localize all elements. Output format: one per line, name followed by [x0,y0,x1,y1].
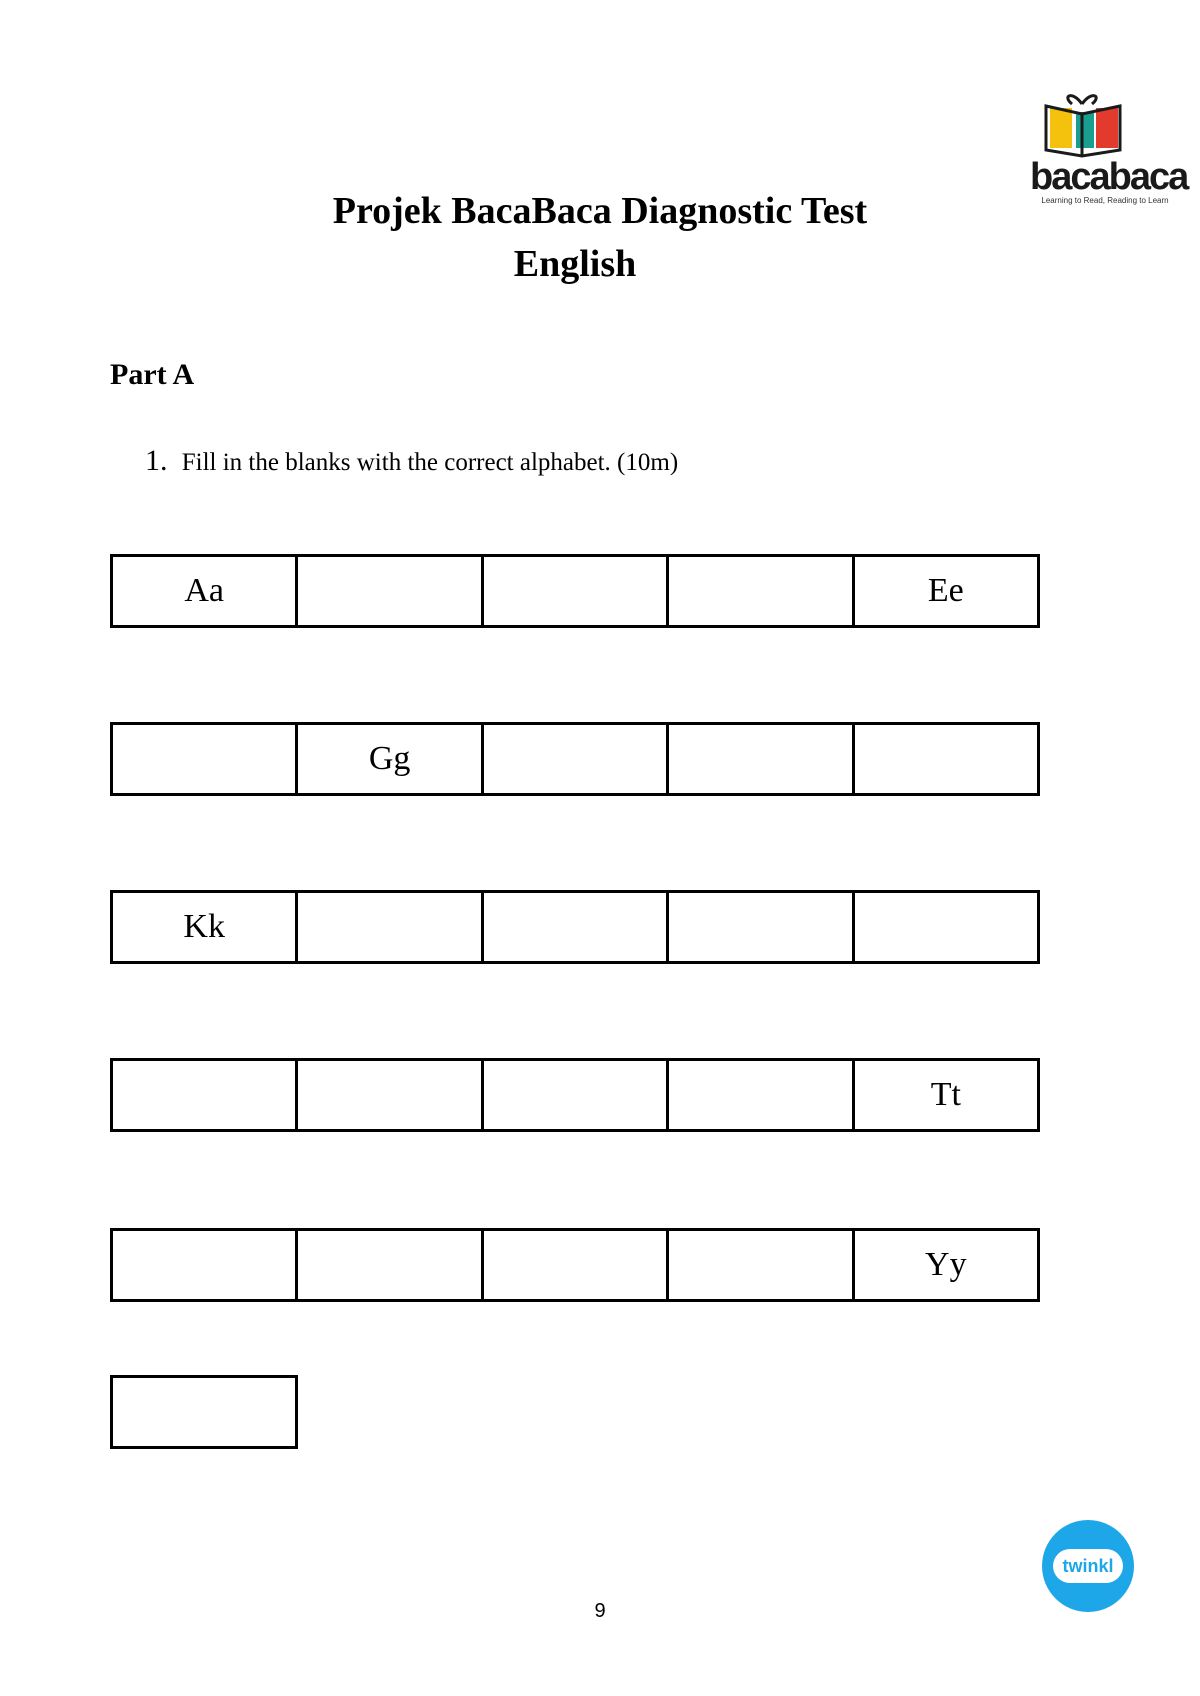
alphabet-cell[interactable] [484,1061,669,1129]
part-heading: Part A [110,358,195,391]
twinkl-logo [1042,1520,1134,1612]
alphabet-cell[interactable] [298,1061,483,1129]
alphabet-row-3 [110,890,1040,964]
alphabet-cell[interactable] [484,1231,669,1299]
alphabet-cell: Tt [930,1076,961,1113]
alphabet-cell[interactable] [669,725,854,793]
alphabet-cell[interactable] [113,725,298,793]
logo-tagline: Learning to Read, Reading to Learn [1041,196,1169,205]
alphabet-cell[interactable] [669,1061,854,1129]
alphabet-cell: Yy [925,1246,967,1283]
alphabet-cell[interactable] [484,557,669,625]
alphabet-cell-extra[interactable] [110,1375,298,1449]
book-gift-icon [1038,90,1128,160]
cloud-icon [1053,1549,1123,1583]
alphabet-cell[interactable] [669,557,854,625]
alphabet-cell: Kk [113,893,298,961]
question-number: 1. [145,444,168,477]
alphabet-cell[interactable] [113,1231,298,1299]
alphabet-row-5 [110,1228,1040,1302]
alphabet-cell[interactable] [855,725,1037,793]
alphabet-cell: Gg [298,725,483,793]
alphabet-cell[interactable] [669,893,854,961]
question-text: Fill in the blanks with the correct alphabet. (10m) [181,449,679,476]
question-1 [145,444,678,478]
alphabet-row-1 [110,554,1040,628]
page-number: 9 [594,1600,606,1622]
alphabet-cell[interactable] [298,893,483,961]
alphabet-cell: Ee [927,572,964,609]
alphabet-cell[interactable] [298,557,483,625]
alphabet-cell: Aa [113,557,298,625]
alphabet-cell[interactable] [855,893,1037,961]
alphabet-row-2 [110,722,1040,796]
alphabet-cell[interactable] [484,725,669,793]
alphabet-cell[interactable] [484,893,669,961]
page-subtitle: English [513,243,637,285]
alphabet-cell[interactable] [113,1061,298,1129]
twinkl-label: twinkl [1062,1555,1114,1576]
logo-wordmark: bacabaca [1030,156,1188,198]
alphabet-cell[interactable] [298,1231,483,1299]
page-title: Projek BacaBaca Diagnostic Test [332,190,868,232]
alphabet-row-4 [110,1058,1040,1132]
alphabet-cell[interactable] [669,1231,854,1299]
